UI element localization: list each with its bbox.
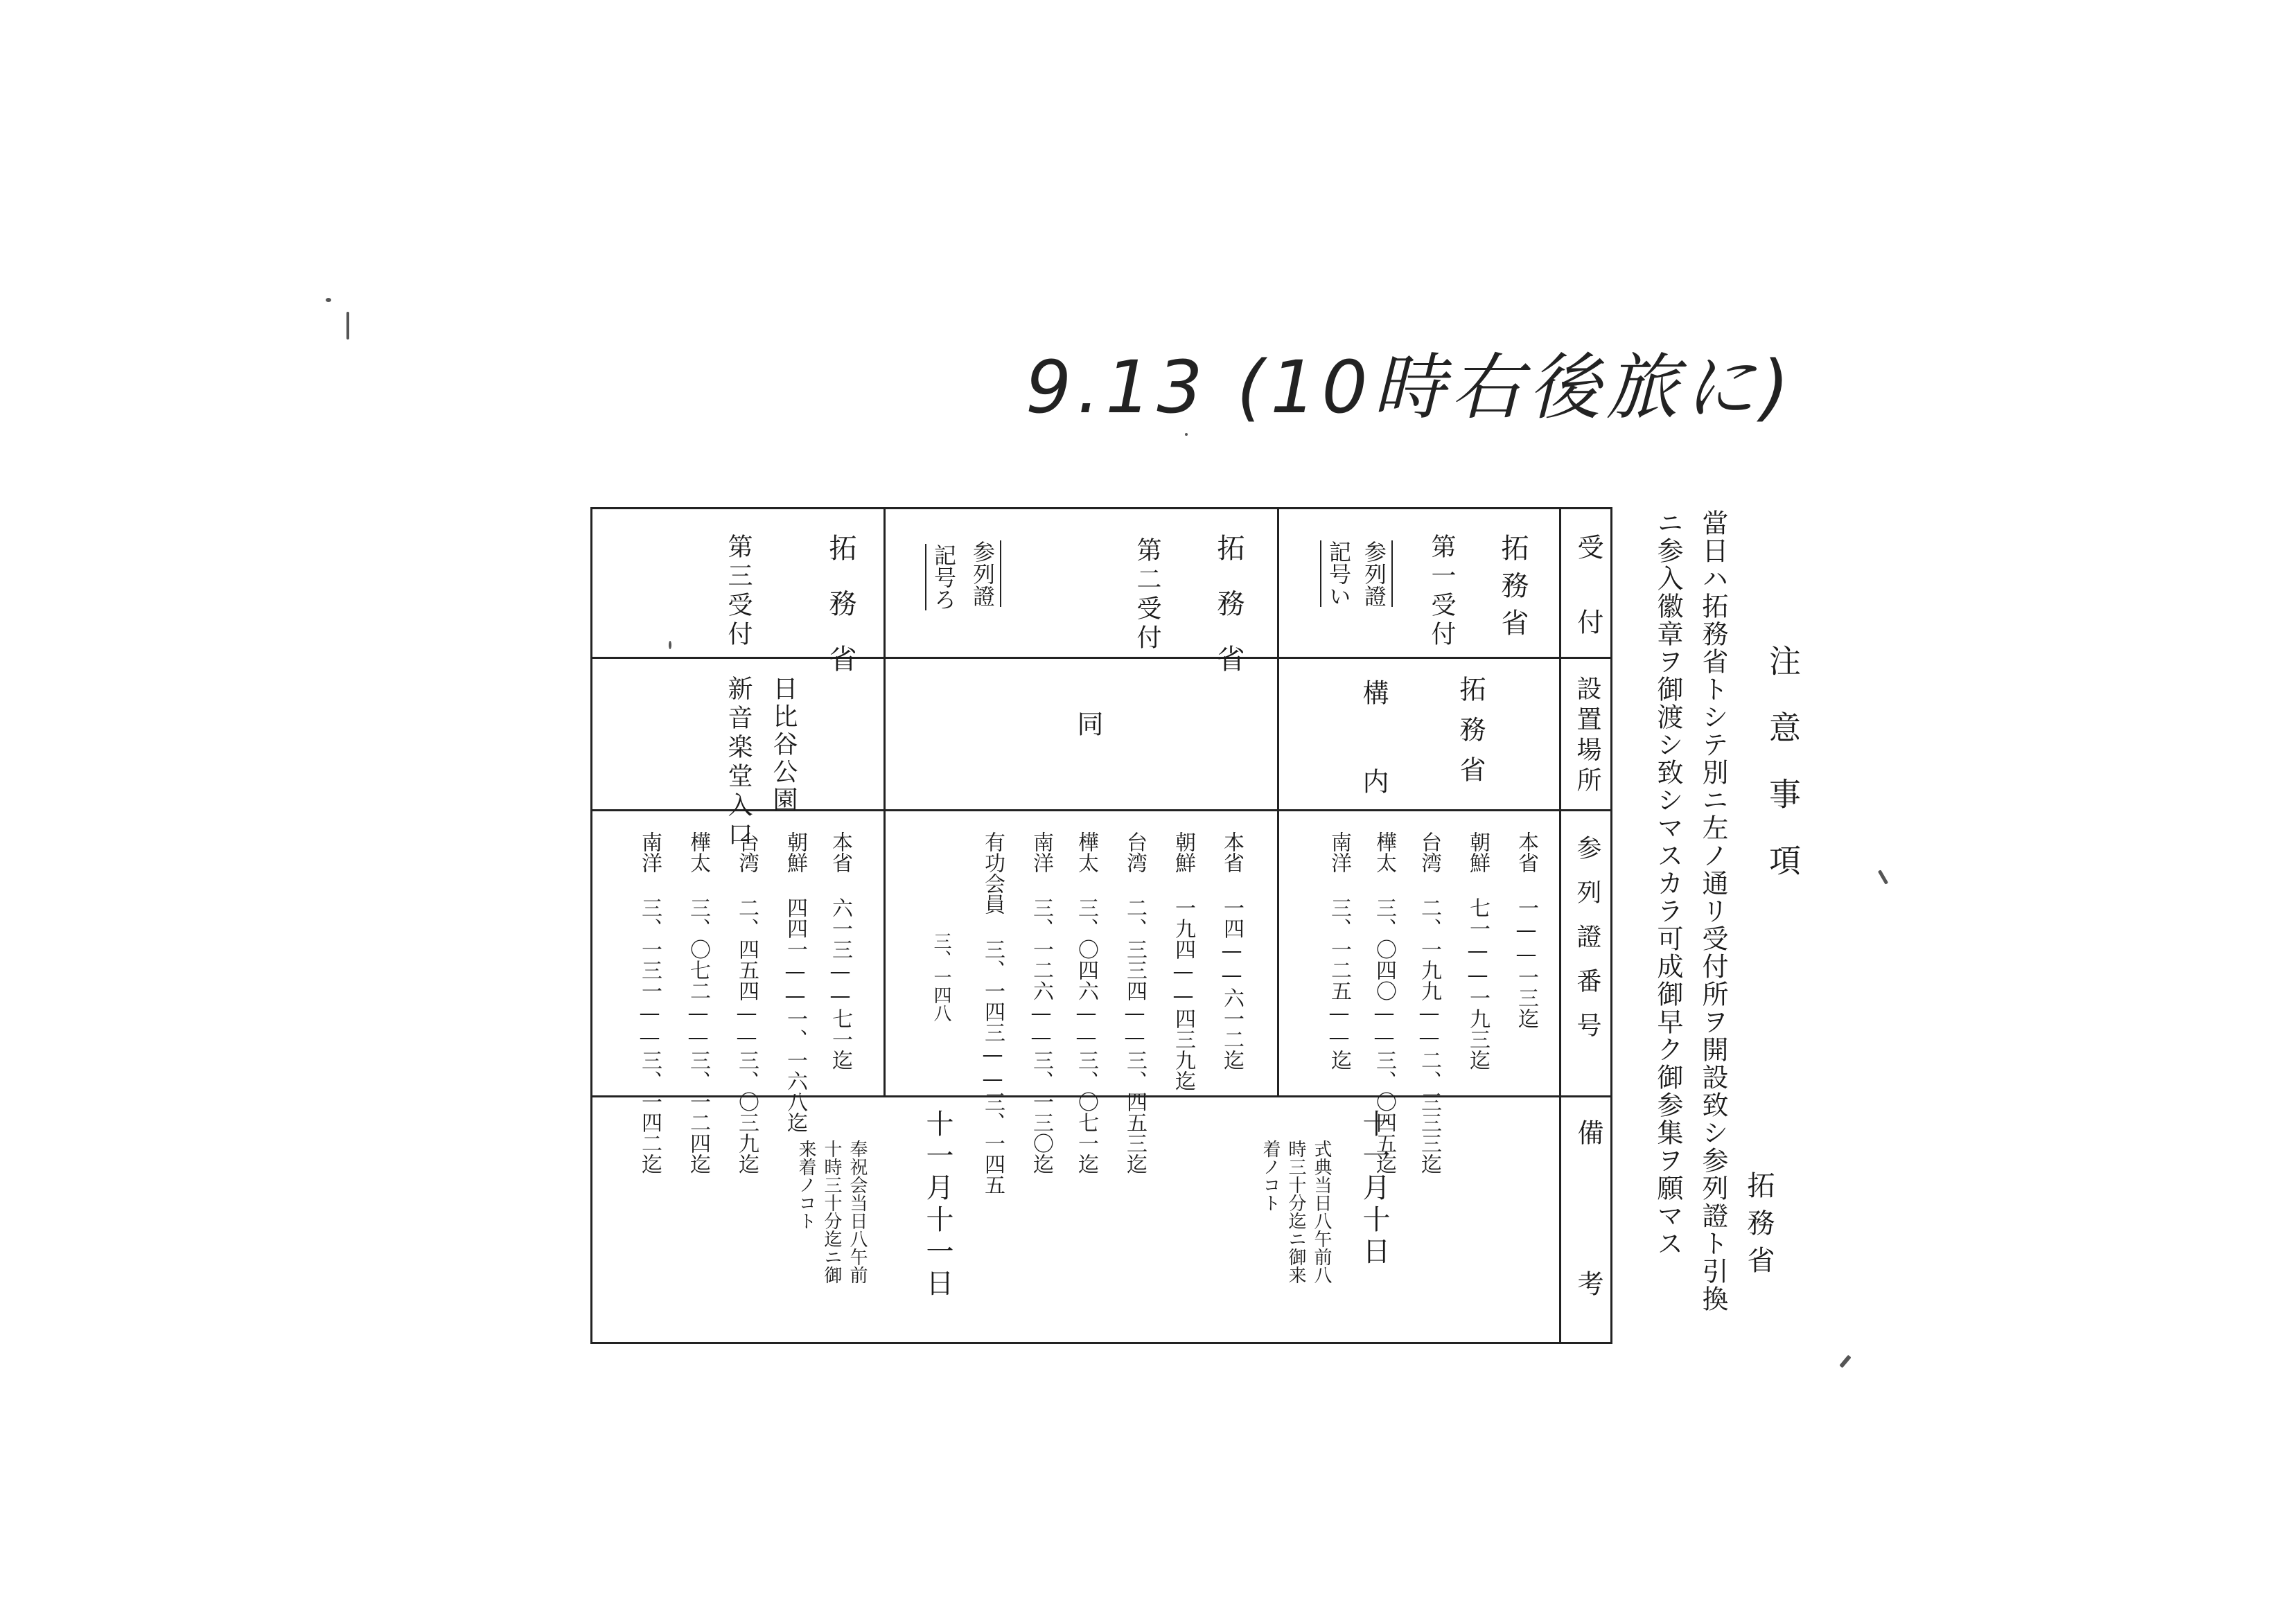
notice-title: 注意事項 <box>1764 644 1802 910</box>
col2-desk: 第二受付 <box>1133 537 1161 653</box>
col1-pass-3: 台湾 二、一九九——二、三三三迄 <box>1417 831 1441 1174</box>
col1-pass-1: 本省 一——一三迄 <box>1514 831 1538 1029</box>
col2-pass-2: 朝鮮 一九四——四三九迄 <box>1171 831 1195 1091</box>
col1-pass-2: 朝鮮 七一——一九三迄 <box>1466 831 1490 1070</box>
header-reception: 受付 <box>1573 533 1603 683</box>
col3-desk: 第三受付 <box>724 533 753 650</box>
col3-pass-4: 樺太 三、〇七二——三、一二四迄 <box>686 831 710 1174</box>
notice-signature: 拓務省 <box>1743 1171 1775 1283</box>
col1-location-2: 構内 <box>1358 679 1389 856</box>
notice-body-line1: 當日ハ拓務省トシテ別ニ左ノ通リ受付所ヲ開設致シ参列證ト引換 <box>1698 509 1728 1313</box>
col1-date: 十一月十日 <box>1358 1109 1390 1269</box>
col2-pass-7: 三、一四八 <box>931 932 951 1022</box>
col2-pass-4: 樺太 三、〇四六——三、〇七一迄 <box>1074 831 1098 1174</box>
col2-location-1: 同 <box>1073 710 1103 736</box>
col2-pass-3: 台湾 二、三三四——三、四五三迄 <box>1123 831 1147 1174</box>
col3-location-2: 新音楽堂入口 <box>724 676 753 850</box>
col3-ministry: 拓務省 <box>825 533 856 700</box>
col1-pass-5: 南洋 三、一二五——迄 <box>1327 831 1351 1070</box>
col1-ministry: 拓務省 <box>1497 533 1529 646</box>
notice-body-line2: ニ参入徽章ヲ御渡シ致シマスカラ可成御早ク御参集ヲ願マス <box>1653 509 1683 1257</box>
col1-pass-label: 参列證 <box>1358 540 1393 607</box>
col3-pass-5: 南洋 三、一三一——三、一四二迄 <box>638 831 662 1174</box>
col1-pass-4: 樺太 三、〇四〇——三、〇四五迄 <box>1372 831 1396 1174</box>
handwritten-note: 9.13 (10時右後旅に) <box>1026 345 1795 430</box>
header-remarks: 備考 <box>1573 1119 1603 1421</box>
col2-remark: 奉祝会当日八午前十時三十分迄ニ御来着ノコト <box>795 1140 868 1284</box>
col3-pass-3: 台湾 二、四五四——三、〇三九迄 <box>735 831 759 1174</box>
col2-mark: 記号ろ <box>925 544 960 610</box>
col1-remark: 式典当日八午前八時三十分迄ニ御来着ノコト <box>1260 1140 1332 1284</box>
col2-ministry: 拓務省 <box>1213 533 1245 700</box>
col1-desk: 第一受付 <box>1427 533 1456 650</box>
reception-table <box>590 507 1612 1421</box>
col3-location-1: 日比谷公園 <box>769 676 798 814</box>
col3-pass-1: 本省 六一三——七一迄 <box>828 831 852 1070</box>
col2-pass-label: 参列證 <box>967 540 1001 607</box>
header-location: 設置場所 <box>1573 676 1601 797</box>
col1-location-1: 拓務省 <box>1455 676 1486 796</box>
header-pass-number: 参列證番号 <box>1573 835 1601 1057</box>
col2-pass-1: 本省 一四——六一二迄 <box>1220 831 1244 1070</box>
col1-mark: 記号い <box>1320 540 1355 607</box>
col2-pass-5: 南洋 三、一二六——三、一三〇迄 <box>1029 831 1053 1174</box>
col2-date: 十一月十一日 <box>922 1109 953 1300</box>
col2-pass-6: 有功会員 三、一四三——三、一四五 <box>981 831 1005 1195</box>
col3-pass-2: 朝鮮 四四一——一、一六八迄 <box>783 831 807 1133</box>
